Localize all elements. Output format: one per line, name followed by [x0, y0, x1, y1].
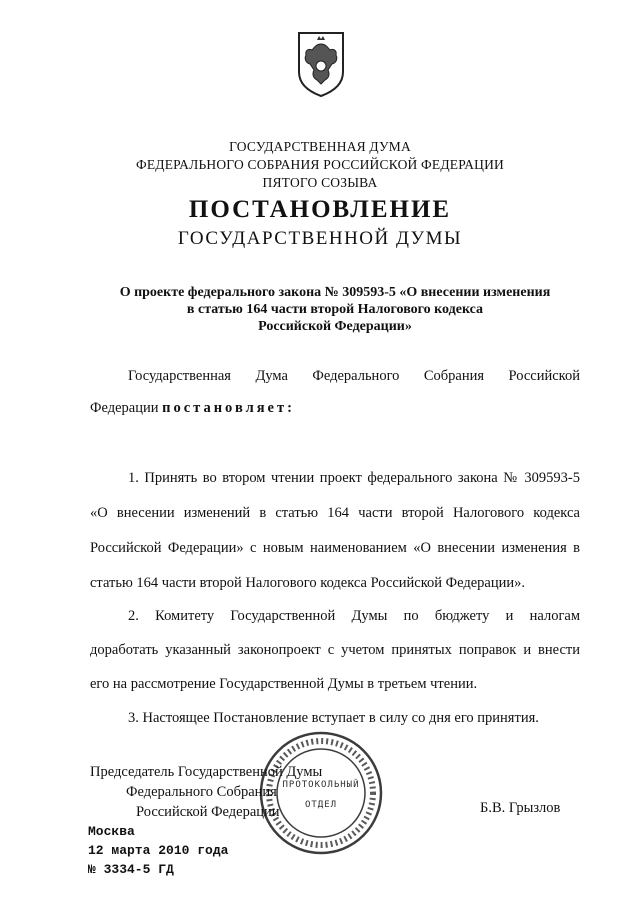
resolution-subject — [90, 284, 580, 335]
signatory-line-3: Российской Федерации — [136, 804, 280, 820]
preamble-line-1: Государственная Дума Федерального Собрания Российской — [128, 368, 580, 384]
signatory-name: Б.В. Грызлов — [480, 800, 561, 816]
preamble-line-2 — [90, 400, 580, 417]
footer-number: № 3334-5 ГД — [88, 862, 174, 877]
signatory-line-1: Председатель Государственной Думы — [90, 764, 323, 780]
header-line-3: ПЯТОГО СОЗЫВА — [262, 175, 378, 190]
item-1-line-4: статью 164 части второй Налогового кодекса Российской Федерации». — [90, 575, 526, 591]
document-footer — [88, 822, 228, 879]
preamble-prefix: Федерации — [90, 400, 159, 416]
document-subtitle: ГОСУДАРСТВЕННОЙ ДУМЫ — [177, 228, 463, 249]
footer-date: 12 марта 2010 года — [88, 843, 229, 858]
document-title: ПОСТАНОВЛЕНИЕ — [188, 196, 452, 223]
item-2-line-3: его на рассмотрение Государственной Думы в третьем чтении. — [90, 676, 478, 692]
subject-line-3: Российской Федерации» — [258, 319, 412, 334]
issuer-header — [0, 138, 640, 192]
decree-word: постановляет: — [162, 400, 295, 416]
signatory-title — [90, 762, 322, 822]
stamp-top-text: ПРОТОКОЛЬНЫЙ — [282, 780, 360, 790]
header-line-2: ФЕДЕРАЛЬНОГО СОБРАНИЯ РОССИЙСКОЙ ФЕДЕРАЦИИ — [136, 157, 504, 172]
stamp-center-text: ОТДЕЛ — [304, 800, 338, 810]
header-line-1: ГОСУДАРСТВЕННАЯ ДУМА — [229, 139, 411, 154]
item-1-line-3: Российской Федерации» с новым наименованием «О внесении изменения в — [90, 540, 580, 556]
item-2-line-1: 2. Комитету Государственной Думы по бюджету и налогам — [128, 608, 580, 624]
russian-coat-of-arms-icon — [296, 30, 346, 98]
subject-line-1: О проекте федерального закона № 309593-5 «О внесении изменения — [119, 285, 551, 300]
item-2-line-2: доработать указанный законопроект с учетом принятых поправок и внести — [90, 642, 580, 658]
signatory-line-2: Федерального Собрания — [126, 784, 277, 800]
item-1-line-2: «О внесении изменений в статью 164 части второй Налогового кодекса — [90, 505, 580, 521]
subject-line-2: в статью 164 части второй Налогового кодекса — [186, 302, 484, 317]
footer-city: Москва — [88, 824, 135, 839]
item-3-line-1: 3. Настоящее Постановление вступает в силу со дня его принятия. — [128, 710, 539, 726]
item-1-line-1: 1. Принять во втором чтении проект федерального закона № 309593-5 — [128, 470, 580, 486]
